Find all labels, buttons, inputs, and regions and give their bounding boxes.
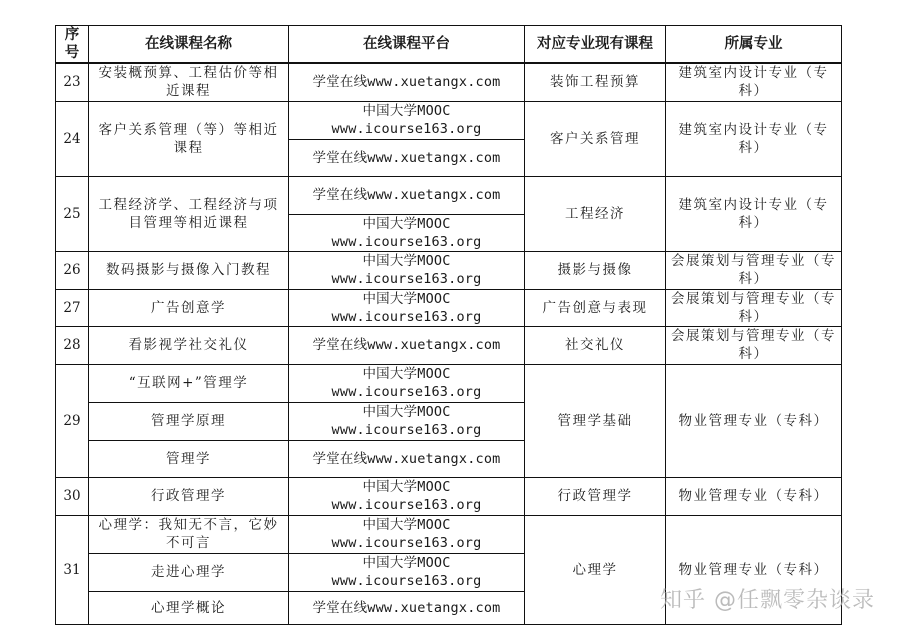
table-row <box>56 364 842 402</box>
table-row <box>56 251 842 289</box>
course-name: 行政管理学 <box>89 477 289 515</box>
platform-cell: 学堂在线www.xuetangx.com <box>289 591 525 624</box>
row-num: 23 <box>56 63 89 101</box>
row-num: 26 <box>56 251 89 289</box>
header-platform: 在线课程平台 <box>289 26 525 64</box>
platform-cell: 中国大学MOOC www.icourse163.org <box>289 101 525 139</box>
dept-cell: 建筑室内设计专业（专科） <box>666 63 842 101</box>
course-name: 工程经济学、工程经济与项目管理等相近课程 <box>89 176 289 251</box>
platform-cell: 学堂在线www.xuetangx.com <box>289 176 525 214</box>
row-num: 25 <box>56 176 89 251</box>
course-name: “互联网+”管理学 <box>89 364 289 402</box>
header-num: 序号 <box>56 26 89 64</box>
table-row <box>56 289 842 326</box>
major-course: 社交礼仪 <box>525 326 666 364</box>
course-name: 走进心理学 <box>89 553 289 591</box>
platform-cell: 中国大学MOOC www.icourse163.org <box>289 251 525 289</box>
platform-cell: 学堂在线www.xuetangx.com <box>289 139 525 176</box>
major-course: 行政管理学 <box>525 477 666 515</box>
platform-cell: 中国大学MOOC www.icourse163.org <box>289 402 525 440</box>
platform-cell: 学堂在线www.xuetangx.com <box>289 440 525 477</box>
course-name: 安装概预算、工程估价等相近课程 <box>89 63 289 101</box>
row-num: 24 <box>56 101 89 176</box>
dept-cell: 会展策划与管理专业（专科） <box>666 326 842 364</box>
watermark: 知乎 @任飘零杂谈录 <box>660 588 875 613</box>
table-row <box>56 176 842 214</box>
table-row <box>56 326 842 364</box>
major-course: 客户关系管理 <box>525 101 666 176</box>
platform-cell: 中国大学MOOC www.icourse163.org <box>289 553 525 591</box>
course-name: 管理学 <box>89 440 289 477</box>
header-course-name: 在线课程名称 <box>89 26 289 64</box>
row-num: 31 <box>56 515 89 624</box>
platform-cell: 中国大学MOOC www.icourse163.org <box>289 364 525 402</box>
course-table <box>55 25 842 625</box>
major-course: 心理学 <box>525 515 666 624</box>
course-name: 数码摄影与摄像入门教程 <box>89 251 289 289</box>
header-major-course: 对应专业现有课程 <box>525 26 666 64</box>
table-row <box>56 477 842 515</box>
row-num: 29 <box>56 364 89 477</box>
table-row <box>56 515 842 553</box>
table-row <box>56 101 842 139</box>
table-header-row <box>56 26 842 64</box>
major-course: 摄影与摄像 <box>525 251 666 289</box>
course-name: 广告创意学 <box>89 289 289 326</box>
dept-cell: 会展策划与管理专业（专科） <box>666 289 842 326</box>
major-course: 管理学基础 <box>525 364 666 477</box>
platform-cell: 学堂在线www.xuetangx.com <box>289 326 525 364</box>
dept-cell: 会展策划与管理专业（专科） <box>666 251 842 289</box>
row-num: 30 <box>56 477 89 515</box>
course-name: 管理学原理 <box>89 402 289 440</box>
platform-cell: 学堂在线www.xuetangx.com <box>289 63 525 101</box>
major-course: 工程经济 <box>525 176 666 251</box>
dept-cell: 物业管理专业（专科） <box>666 515 842 624</box>
table-row <box>56 63 842 101</box>
course-name: 心理学：我知无不言，它妙不可言 <box>89 515 289 553</box>
row-num: 27 <box>56 289 89 326</box>
dept-cell: 物业管理专业（专科） <box>666 477 842 515</box>
row-num: 28 <box>56 326 89 364</box>
dept-cell: 建筑室内设计专业（专科） <box>666 101 842 176</box>
platform-cell: 中国大学MOOC www.icourse163.org <box>289 515 525 553</box>
platform-cell: 中国大学MOOC www.icourse163.org <box>289 289 525 326</box>
major-course: 广告创意与表现 <box>525 289 666 326</box>
platform-cell: 中国大学MOOC www.icourse163.org <box>289 214 525 251</box>
major-course: 装饰工程预算 <box>525 63 666 101</box>
dept-cell: 物业管理专业（专科） <box>666 364 842 477</box>
course-name: 看影视学社交礼仪 <box>89 326 289 364</box>
header-dept: 所属专业 <box>666 26 842 64</box>
course-name: 心理学概论 <box>89 591 289 624</box>
platform-cell: 中国大学MOOC www.icourse163.org <box>289 477 525 515</box>
dept-cell: 建筑室内设计专业（专科） <box>666 176 842 251</box>
course-name: 客户关系管理（等）等相近课程 <box>89 101 289 176</box>
